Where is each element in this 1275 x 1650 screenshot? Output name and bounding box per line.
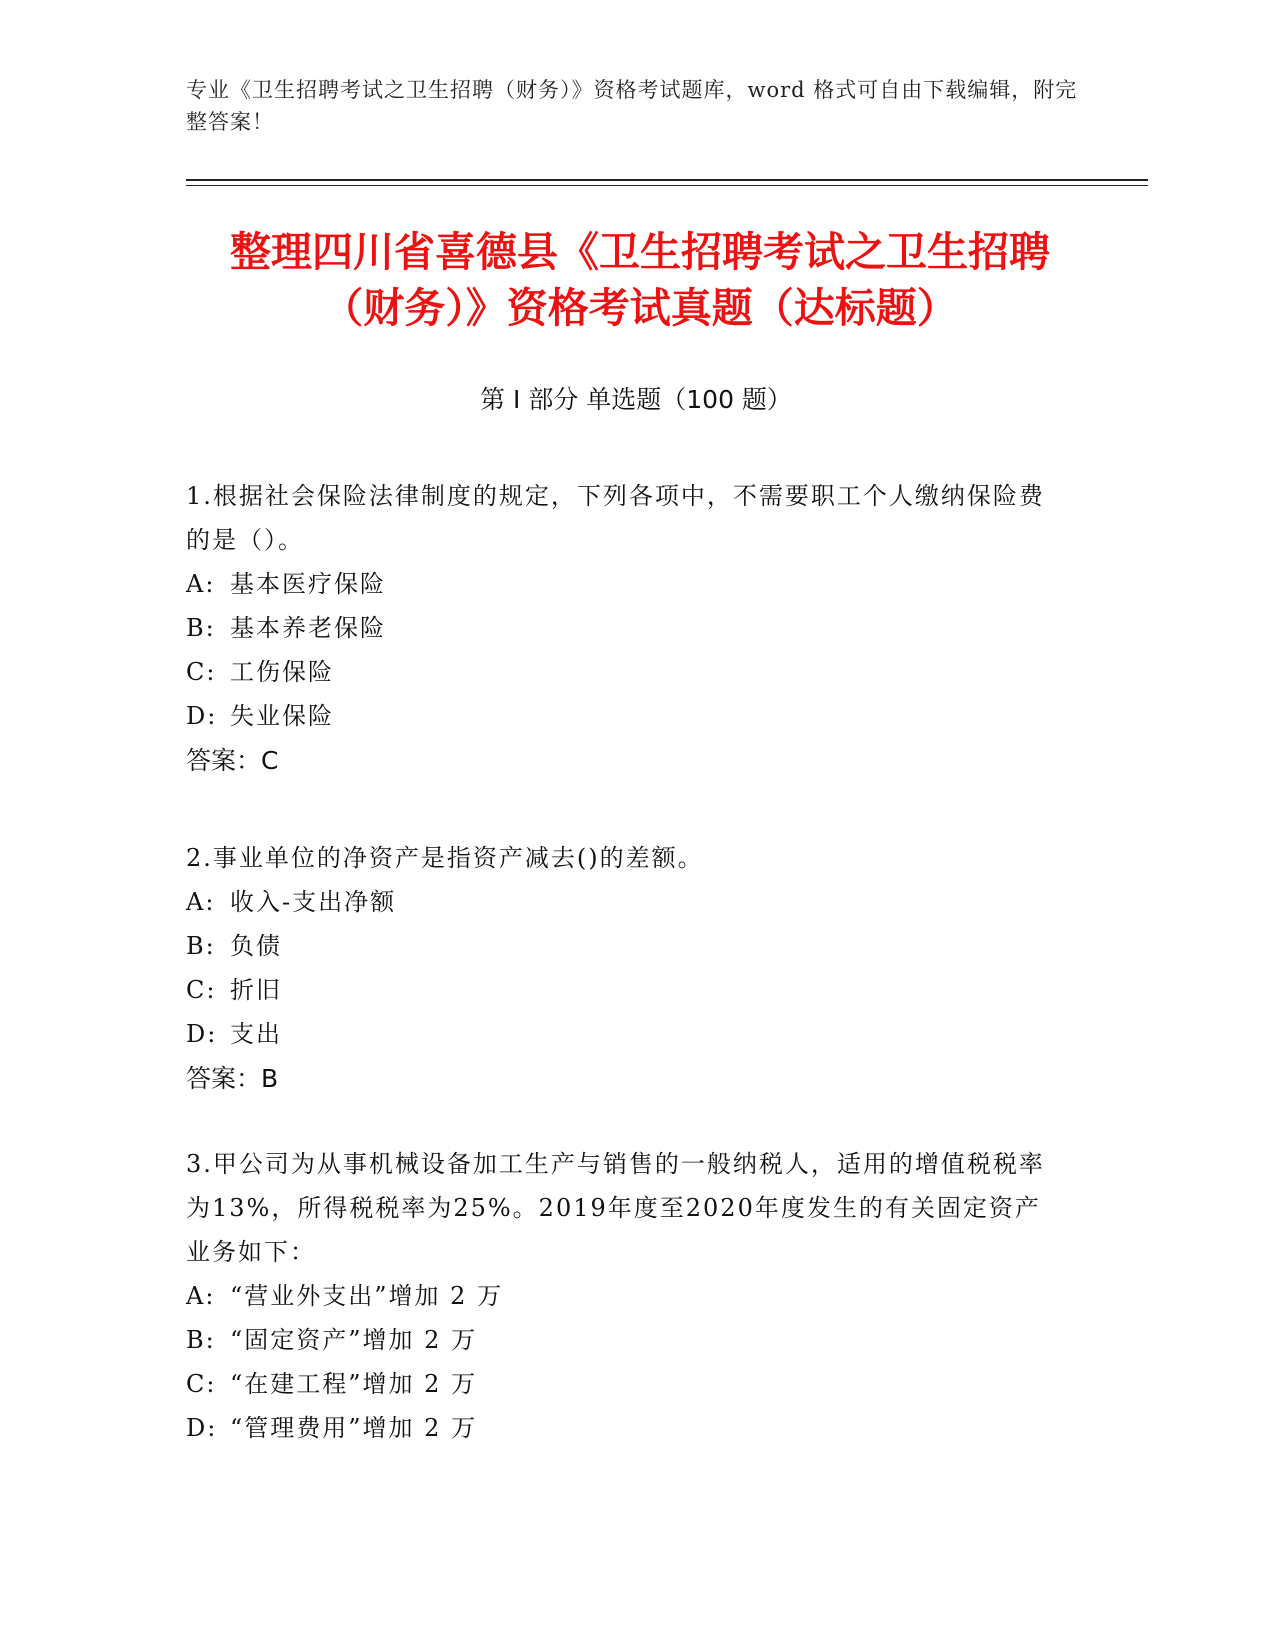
option-text: 工伤保险 (230, 658, 334, 686)
header-divider-top (186, 179, 1148, 181)
question-1 (186, 474, 1066, 784)
option-text: 失业保险 (230, 702, 334, 730)
answer: 答案：C (186, 746, 279, 775)
option-d (186, 1406, 1066, 1450)
option-text: “固定资产”增加 2 万 (230, 1326, 478, 1354)
option-a (186, 880, 1066, 924)
question-stem: 1.根据社会保险法律制度的规定，下列各项中，不需要职工个人缴纳保险费的是（）。 (186, 482, 1045, 554)
answer: 答案：B (186, 1064, 279, 1093)
option-c (186, 968, 1066, 1012)
option-text: 折旧 (230, 976, 282, 1004)
option-letter: C: (186, 976, 217, 1004)
option-d (186, 1012, 1066, 1056)
option-b (186, 606, 1066, 650)
question-stem: 3.甲公司为从事机械设备加工生产与销售的一般纳税人，适用的增值税税率为13%，所得税税率为25%。2019年度至2020年度发生的有关固定资产业务如下： (186, 1150, 1045, 1266)
option-letter: D: (186, 1414, 218, 1442)
option-text: 基本养老保险 (230, 614, 386, 642)
option-letter: A: (186, 888, 216, 916)
option-letter: C: (186, 1370, 217, 1398)
option-letter: B: (186, 1326, 216, 1354)
option-letter: A: (186, 570, 216, 598)
option-c (186, 1362, 1066, 1406)
option-text: “营业外支出”增加 2 万 (230, 1282, 504, 1310)
document-title: 整理四川省喜德县《卫生招聘考试之卫生招聘（财务）》资格考试真题（达标题） (230, 228, 1050, 332)
section-heading: 第 I 部分 单选题（100 题） (480, 385, 792, 414)
option-letter: A: (186, 1282, 216, 1310)
option-d (186, 694, 1066, 738)
option-a (186, 562, 1066, 606)
option-letter: B: (186, 932, 216, 960)
option-text: 支出 (230, 1020, 282, 1048)
option-letter: C: (186, 658, 217, 686)
option-letter: D: (186, 702, 218, 730)
option-text: 收入-支出净额 (230, 888, 397, 916)
option-letter: D: (186, 1020, 218, 1048)
question-2 (186, 836, 1066, 1102)
option-c (186, 650, 1066, 694)
header-note: 专业《卫生招聘考试之卫生招聘（财务）》资格考试题库，word 格式可自由下载编辑，附完整答案！ (186, 78, 1078, 134)
question-stem: 2.事业单位的净资产是指资产减去()的差额。 (186, 844, 704, 872)
option-letter: B: (186, 614, 216, 642)
option-text: 负债 (230, 932, 282, 960)
question-3 (186, 1142, 1066, 1450)
option-text: 基本医疗保险 (230, 570, 386, 598)
option-a (186, 1274, 1066, 1318)
option-b (186, 924, 1066, 968)
option-text: “在建工程”增加 2 万 (230, 1370, 478, 1398)
option-b (186, 1318, 1066, 1362)
option-text: “管理费用”增加 2 万 (230, 1414, 478, 1442)
header-divider-bottom (186, 185, 1148, 186)
